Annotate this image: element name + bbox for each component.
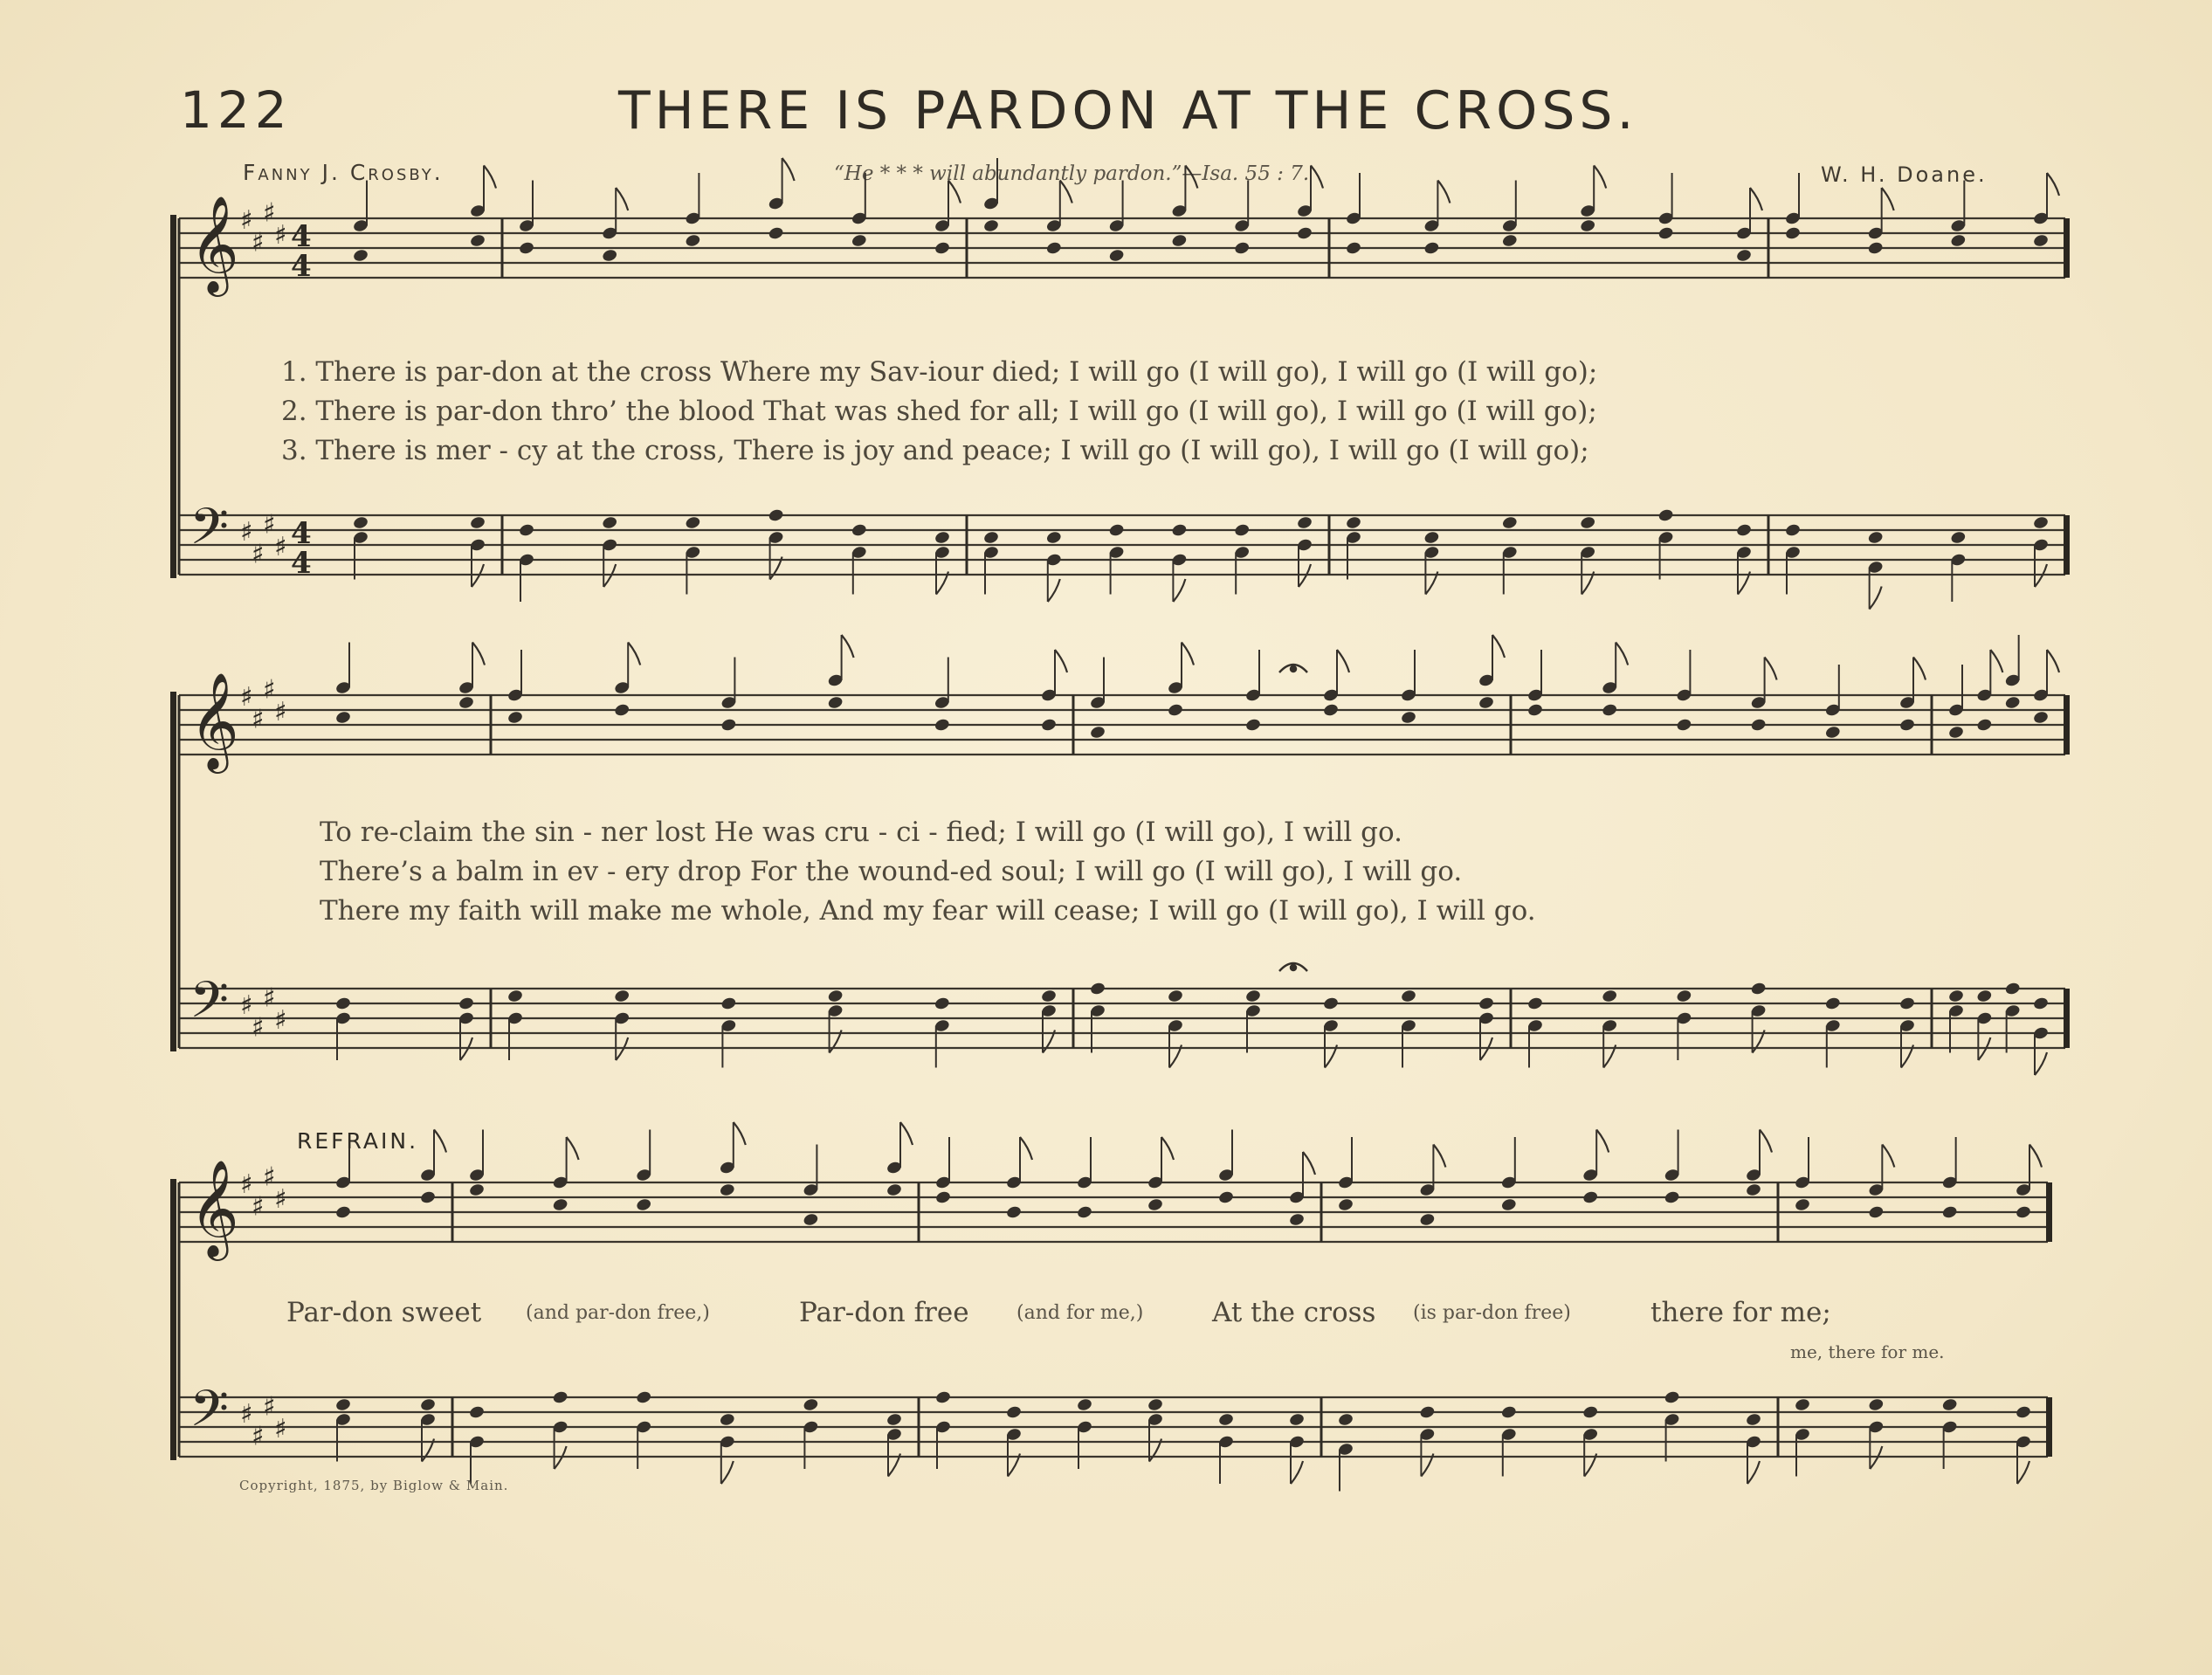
bass-clef: 𝄢: [190, 970, 230, 1042]
notehead: [1657, 226, 1674, 241]
notehead: [1750, 982, 1767, 996]
notehead: [636, 1390, 652, 1405]
notehead: [934, 996, 950, 1011]
notehead: [1076, 1397, 1092, 1412]
note-flag: [721, 1461, 734, 1484]
note-flag: [1750, 188, 1762, 210]
notehead: [1089, 982, 1106, 996]
note-flag: [1020, 1137, 1032, 1160]
sharp-sign: ♯: [252, 1191, 265, 1223]
notehead: [1500, 1405, 1517, 1420]
notehead: [827, 989, 844, 1003]
notehead: [419, 1190, 436, 1205]
notehead: [827, 695, 844, 710]
song-title: THERE IS PARDON AT THE CROSS.: [618, 80, 1638, 141]
notehead: [1867, 530, 1884, 545]
notehead: [1976, 989, 1993, 1003]
note-flag: [567, 1137, 579, 1160]
notehead: [2015, 1205, 2031, 1220]
notehead: [685, 515, 701, 530]
note-flag: [948, 181, 961, 203]
refrain-lyric-1: Par-don sweet: [286, 1297, 482, 1328]
treble-clef: 𝄞: [190, 195, 239, 293]
notehead: [518, 523, 534, 538]
notehead: [1478, 695, 1494, 710]
sharp-sign: ♯: [263, 1161, 276, 1193]
note-flag: [472, 643, 485, 665]
notehead: [1664, 1390, 1680, 1405]
notehead: [719, 1182, 735, 1197]
notehead: [1045, 530, 1062, 545]
notehead: [719, 1412, 735, 1427]
notehead: [1745, 1412, 1761, 1427]
note-flag: [1161, 1137, 1174, 1160]
note-flag: [2047, 173, 2059, 196]
note-flag: [2029, 1145, 2042, 1168]
notehead: [1244, 718, 1261, 733]
notehead: [1784, 226, 1801, 241]
note-flag: [1060, 181, 1072, 203]
refrain-lyric-2: (and par-don free,): [526, 1302, 710, 1324]
notehead: [803, 1397, 819, 1412]
notehead: [1657, 508, 1674, 523]
sharp-sign: ♯: [252, 539, 265, 570]
notehead: [1947, 725, 1964, 740]
note-flag: [616, 188, 628, 210]
fermata-dot: [1291, 666, 1296, 672]
notehead: [1947, 989, 1964, 1003]
sharp-sign: ♯: [263, 982, 276, 1014]
notehead: [1941, 1397, 1958, 1412]
treble-clef: 𝄞: [190, 672, 239, 769]
notehead: [636, 1197, 652, 1212]
notehead: [1322, 703, 1339, 718]
notehead: [1580, 218, 1596, 233]
note-flag: [1492, 635, 1505, 658]
sharp-sign: ♯: [240, 205, 253, 236]
notehead: [1288, 1412, 1305, 1427]
notehead: [1337, 1412, 1354, 1427]
notehead: [934, 1390, 951, 1405]
notehead: [552, 1197, 569, 1212]
note-flag: [1437, 181, 1450, 203]
verse-2-line-2: There’s a balm in ev - ery drop For the wound-ed soul; I will go (I will go), I will go.: [320, 856, 1463, 887]
sharp-sign: ♯: [274, 220, 287, 251]
notehead: [2004, 695, 2021, 710]
final-barline: [2064, 695, 2070, 755]
page-number: 122: [180, 80, 293, 140]
notehead: [1400, 989, 1416, 1003]
note-flag: [1311, 166, 1323, 189]
note-flag: [1882, 188, 1894, 210]
notehead: [334, 1397, 351, 1412]
notehead: [1676, 718, 1692, 733]
notehead: [352, 248, 369, 263]
sharp-sign: ♯: [252, 1012, 265, 1044]
sharp-sign: ♯: [252, 1421, 265, 1452]
notehead: [1345, 515, 1361, 530]
notehead: [1950, 233, 1967, 248]
notehead: [1419, 1405, 1436, 1420]
note-flag: [1594, 166, 1606, 189]
sharp-sign: ♯: [274, 1184, 287, 1215]
notehead: [1500, 1197, 1517, 1212]
notehead: [1868, 1205, 1885, 1220]
final-barline: [2064, 989, 2070, 1048]
verse-3-line-2: There my faith will make me whole, And my fear will cease; I will go (I will go), I will go.: [320, 895, 1536, 927]
notehead: [885, 1182, 902, 1197]
note-flag: [1616, 643, 1628, 665]
notehead: [982, 218, 999, 233]
notehead: [2032, 710, 2049, 725]
notehead: [1745, 1182, 1761, 1197]
notehead: [1171, 233, 1188, 248]
note-flag: [1747, 1461, 1760, 1484]
note-flag: [900, 1122, 913, 1145]
notehead: [1976, 718, 1993, 733]
notehead: [1076, 1205, 1092, 1220]
notehead: [934, 718, 950, 733]
refrain-lyric-5: At the cross: [1212, 1297, 1376, 1328]
notehead: [1898, 718, 1915, 733]
notehead: [1400, 710, 1416, 725]
notehead: [458, 695, 474, 710]
notehead: [469, 233, 486, 248]
note-flag: [1303, 1152, 1315, 1175]
final-barline: [2064, 218, 2070, 278]
note-flag: [1870, 587, 1882, 610]
final-barline: [2046, 1182, 2052, 1242]
final-barline: [2046, 1397, 2052, 1457]
notehead: [419, 1397, 436, 1412]
notehead: [851, 233, 867, 248]
notehead: [982, 530, 999, 545]
fermata-dot: [1291, 965, 1296, 970]
refrain-lyric-3: Par-don free: [799, 1297, 969, 1328]
sharp-sign: ♯: [274, 1414, 287, 1444]
note-flag: [484, 166, 496, 189]
notehead: [1824, 996, 1841, 1011]
notehead: [934, 530, 950, 545]
sharp-sign: ♯: [240, 1399, 253, 1430]
note-flag: [782, 158, 795, 181]
verse-1-line-1: 1. There is par-don at the cross Where my Sav-iour died; I will go (I will go), I will go (I will go);: [281, 356, 1598, 388]
notehead: [1750, 718, 1767, 733]
notehead: [1045, 241, 1062, 256]
notehead: [1296, 226, 1313, 241]
scripture-epigraph: “He * * * will abundantly pardon.”—Isa. 55 : 7.: [834, 162, 1310, 185]
note-flag: [1882, 1145, 1894, 1168]
notehead: [1217, 1412, 1234, 1427]
note-flag: [1182, 643, 1194, 665]
sharp-sign: ♯: [274, 532, 287, 562]
notehead: [1794, 1397, 1810, 1412]
notehead: [1582, 1405, 1599, 1420]
sharp-sign: ♯: [240, 517, 253, 548]
notehead: [1824, 725, 1841, 740]
time-signature-bottom: 4: [291, 546, 312, 581]
notehead: [1501, 515, 1518, 530]
notehead: [1526, 703, 1543, 718]
notehead: [1423, 241, 1440, 256]
final-barline: [2064, 515, 2070, 575]
notehead: [469, 515, 486, 530]
notehead: [1735, 523, 1752, 538]
notehead: [1735, 248, 1752, 263]
notehead: [602, 515, 618, 530]
time-signature-top: 4: [291, 516, 312, 551]
bass-echo-lyric: me, there for me.: [1790, 1341, 1945, 1362]
notehead: [334, 1205, 351, 1220]
notehead: [1147, 1397, 1163, 1412]
notehead: [1089, 725, 1106, 740]
notehead: [1423, 530, 1440, 545]
notehead: [2032, 996, 2049, 1011]
notehead: [685, 233, 701, 248]
note-flag: [1055, 650, 1067, 672]
notehead: [1167, 703, 1183, 718]
notehead: [1108, 523, 1125, 538]
sharp-sign: ♯: [263, 1391, 276, 1423]
notehead: [803, 1212, 819, 1227]
note-flag: [2017, 1461, 2029, 1484]
note-flag: [1765, 658, 1777, 680]
sharp-sign: ♯: [240, 990, 253, 1021]
notehead: [768, 508, 784, 523]
notehead: [1244, 989, 1261, 1003]
notehead: [1602, 989, 1618, 1003]
notehead: [468, 1405, 485, 1420]
sharp-sign: ♯: [263, 509, 276, 541]
note-flag: [1433, 1145, 1445, 1168]
notehead: [2032, 515, 2049, 530]
notehead: [1005, 1405, 1022, 1420]
system-bracket: [170, 1179, 176, 1460]
copyright-notice: Copyright, 1875, by Biglow & Main.: [239, 1478, 509, 1493]
notehead: [720, 718, 737, 733]
notehead: [1794, 1197, 1810, 1212]
notehead: [1582, 1190, 1599, 1205]
notehead: [1322, 996, 1339, 1011]
notehead: [1676, 989, 1692, 1003]
note-flag: [734, 1122, 746, 1145]
verse-1-line-2: To re-claim the sin - ner lost He was cru - ci - fied; I will go (I will go), I will go.: [320, 817, 1402, 848]
notehead: [1234, 241, 1251, 256]
notehead: [1040, 989, 1057, 1003]
treble-clef: 𝄞: [190, 1159, 239, 1257]
system-bracket: [170, 692, 176, 1051]
note-flag: [434, 1130, 446, 1153]
lyricist-credit: Fanny J. Crosby.: [243, 160, 444, 185]
notehead: [768, 226, 784, 241]
notehead: [1005, 1205, 1022, 1220]
note-flag: [2047, 650, 2059, 672]
notehead: [1345, 241, 1361, 256]
notehead: [1337, 1197, 1354, 1212]
notehead: [1296, 515, 1313, 530]
note-flag: [2035, 1052, 2047, 1075]
refrain-lyric-7: there for me;: [1650, 1297, 1831, 1328]
note-flag: [1913, 658, 1926, 680]
notehead: [1167, 989, 1183, 1003]
sharp-sign: ♯: [274, 697, 287, 727]
sharp-sign: ♯: [263, 197, 276, 229]
notehead: [334, 996, 351, 1011]
notehead: [458, 996, 474, 1011]
notehead: [2032, 233, 2049, 248]
notehead: [2004, 982, 2021, 996]
sharp-sign: ♯: [263, 674, 276, 706]
notehead: [602, 248, 618, 263]
notehead: [468, 1182, 485, 1197]
verse-2-line-1: 2. There is par-don thro’ the blood That was shed for all; I will go (I will go), I will go (I will go);: [281, 396, 1597, 427]
notehead: [552, 1390, 569, 1405]
notehead: [851, 523, 867, 538]
bass-clef: 𝄢: [190, 1379, 230, 1451]
notehead: [1602, 703, 1618, 718]
notehead: [1898, 996, 1915, 1011]
notehead: [1171, 523, 1188, 538]
notehead: [1040, 718, 1057, 733]
notehead: [1501, 233, 1518, 248]
notehead: [1478, 996, 1494, 1011]
note-flag: [1291, 1461, 1303, 1484]
notehead: [506, 710, 523, 725]
clefs: [190, 195, 239, 1451]
sharp-sign: ♯: [240, 682, 253, 713]
time-signature-bottom: 4: [291, 249, 312, 284]
notehead: [934, 1190, 951, 1205]
note-flag: [628, 643, 640, 665]
bass-clef: 𝄢: [190, 497, 230, 569]
note-flag: [1596, 1130, 1609, 1153]
note-flag: [842, 635, 854, 658]
note-flag: [1185, 166, 1197, 189]
notehead: [2015, 1405, 2031, 1420]
notehead: [1580, 515, 1596, 530]
notehead: [1941, 1205, 1958, 1220]
verse-3-line-1: 3. There is mer - cy at the cross, There is joy and peace; I will go (I will go), I will go (I will go);: [281, 435, 1589, 466]
notehead: [1664, 1190, 1680, 1205]
notehead: [518, 241, 534, 256]
notehead: [334, 710, 351, 725]
note-flag: [1760, 1130, 1772, 1153]
notehead: [1526, 996, 1543, 1011]
note-flag: [1337, 650, 1349, 672]
sharp-sign: ♯: [240, 1169, 253, 1200]
notehead: [352, 515, 369, 530]
notehead: [1419, 1212, 1436, 1227]
system-bracket: [170, 215, 176, 578]
notehead: [720, 996, 737, 1011]
notehead: [614, 703, 631, 718]
notehead: [506, 989, 523, 1003]
notehead: [885, 1412, 902, 1427]
notehead: [1217, 1190, 1234, 1205]
note-flag: [1990, 650, 2002, 672]
notehead: [1147, 1197, 1163, 1212]
notehead: [614, 989, 631, 1003]
notehead: [1108, 248, 1125, 263]
note-flag: [1048, 579, 1060, 602]
note-flag: [1173, 579, 1185, 602]
refrain-lyric-6: (is par-don free): [1413, 1302, 1571, 1324]
refrain-lyric-4: (and for me,): [1016, 1302, 1144, 1324]
time-signature-top: 4: [291, 219, 312, 254]
notehead: [1234, 523, 1251, 538]
notehead: [1288, 1212, 1305, 1227]
composer-credit: W. H. Doane.: [1821, 162, 1988, 187]
notehead: [934, 241, 950, 256]
sharp-sign: ♯: [274, 1005, 287, 1036]
notehead: [1867, 241, 1884, 256]
sharp-sign: ♯: [252, 704, 265, 735]
notehead: [1950, 530, 1967, 545]
notehead: [1784, 523, 1801, 538]
notehead: [1868, 1397, 1885, 1412]
sharp-sign: ♯: [252, 227, 265, 258]
refrain-heading: REFRAIN.: [297, 1128, 419, 1154]
